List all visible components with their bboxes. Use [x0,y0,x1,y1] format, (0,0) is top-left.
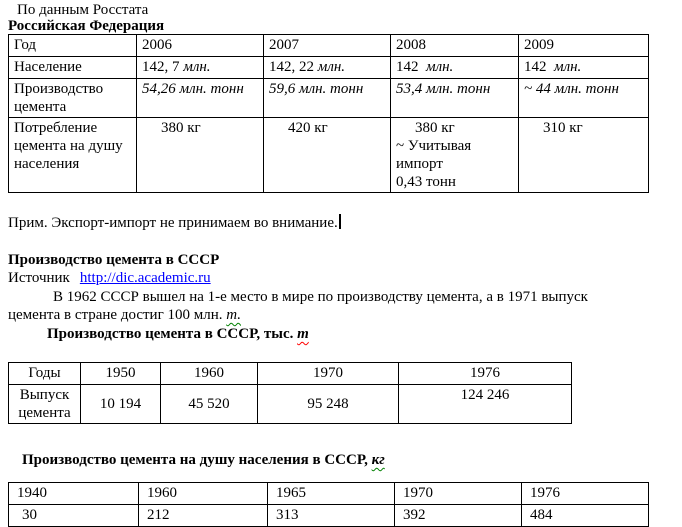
table-cell: 2009 [519,35,649,57]
table-cell: 54,26 млн. тонн [137,79,264,118]
rosstat-source-line: По данным Росстата [17,2,149,18]
table-cell: 313 [268,505,395,527]
table-cell: 142, 7 млн. [137,57,264,79]
text-cursor [339,214,341,229]
table-cell: 420 кг [264,118,391,193]
table-cell: 380 кг [137,118,264,193]
table-cell: 1970 [258,363,399,385]
table-cell: 1976 [399,363,572,385]
table-cell: 212 [139,505,268,527]
source-link[interactable]: http://dic.academic.ru [79,270,211,286]
table-cell: ~ 44 млн. тонн [519,79,649,118]
table-row [9,118,649,193]
table-cell: 1960 [139,483,268,505]
table-cell: 1970 [395,483,522,505]
table-cell: 30 [9,505,139,527]
table-cell: 2008 [391,35,519,57]
per-capita-table [8,482,649,527]
ussr-production-table [8,362,572,424]
table-cell: 310 кг [519,118,649,193]
table-row [9,35,649,57]
table-cell: Год [9,35,137,57]
table-cell: 484 [522,505,649,527]
table-cell: 1965 [268,483,395,505]
table-cell: Население [9,57,137,79]
import-note-line: 0,43 тонн [396,174,456,190]
table-cell: 142, 22 млн. [264,57,391,79]
table-cell: Потребление цемента на душу населения [9,118,137,193]
table-row [9,385,572,424]
table-row [9,483,649,505]
spellcheck-green: т. [226,307,241,323]
table-cell: 10 194 [81,385,161,424]
table-cell: 1960 [161,363,258,385]
ussr-section-title: Производство цемента в СССР [8,252,220,268]
table-cell: Годы [9,363,81,385]
table-cell: 1950 [81,363,161,385]
table-cell: 1976 [522,483,649,505]
export-import-note: Прим. Экспорт-импорт не принимаем во внимание. [8,214,682,232]
spellcheck-red: т [297,326,309,342]
table-cell: 124 246 [399,385,572,424]
table-cell: 95 248 [258,385,399,424]
table-cell: 2006 [137,35,264,57]
table-row [9,505,649,527]
ussr-table-title: Производство цемента в СССР, тыс. т [47,326,309,342]
table-cell: Выпуск цемента [9,385,81,424]
ussr-paragraph-line2: цемента в стране достиг 100 млн. т. [8,307,241,323]
source-label: Источник [8,270,70,286]
table-cell: 2007 [264,35,391,57]
ussr-paragraph-line1: В 1962 СССР вышел на 1-е место в мире по производству цемента, а в 1971 выпуск [53,289,588,305]
spellcheck-green: кг [371,452,385,468]
table-cell: 142 млн. [519,57,649,79]
table-cell: Производство цемента [9,79,137,118]
table-cell: 142 млн. [391,57,519,79]
table-cell: 392 [395,505,522,527]
rf-cement-table [8,34,649,193]
per-capita-title: Производство цемента на душу населения в СССР, кг [22,452,385,468]
table-cell: 45 520 [161,385,258,424]
table-row [9,79,649,118]
table-cell: 59,6 млн. тонн [264,79,391,118]
rf-title: Российская Федерация [8,18,165,34]
import-note-line: ~ Учитывая импорт [396,138,472,172]
table-row [9,363,572,385]
table-cell: 53,4 млн. тонн [391,79,519,118]
source-line [8,269,682,288]
table-cell: 1940 [9,483,139,505]
table-row [9,57,649,79]
table-cell: 380 кг ~ Учитывая импорт 0,43 тонн [391,118,519,193]
